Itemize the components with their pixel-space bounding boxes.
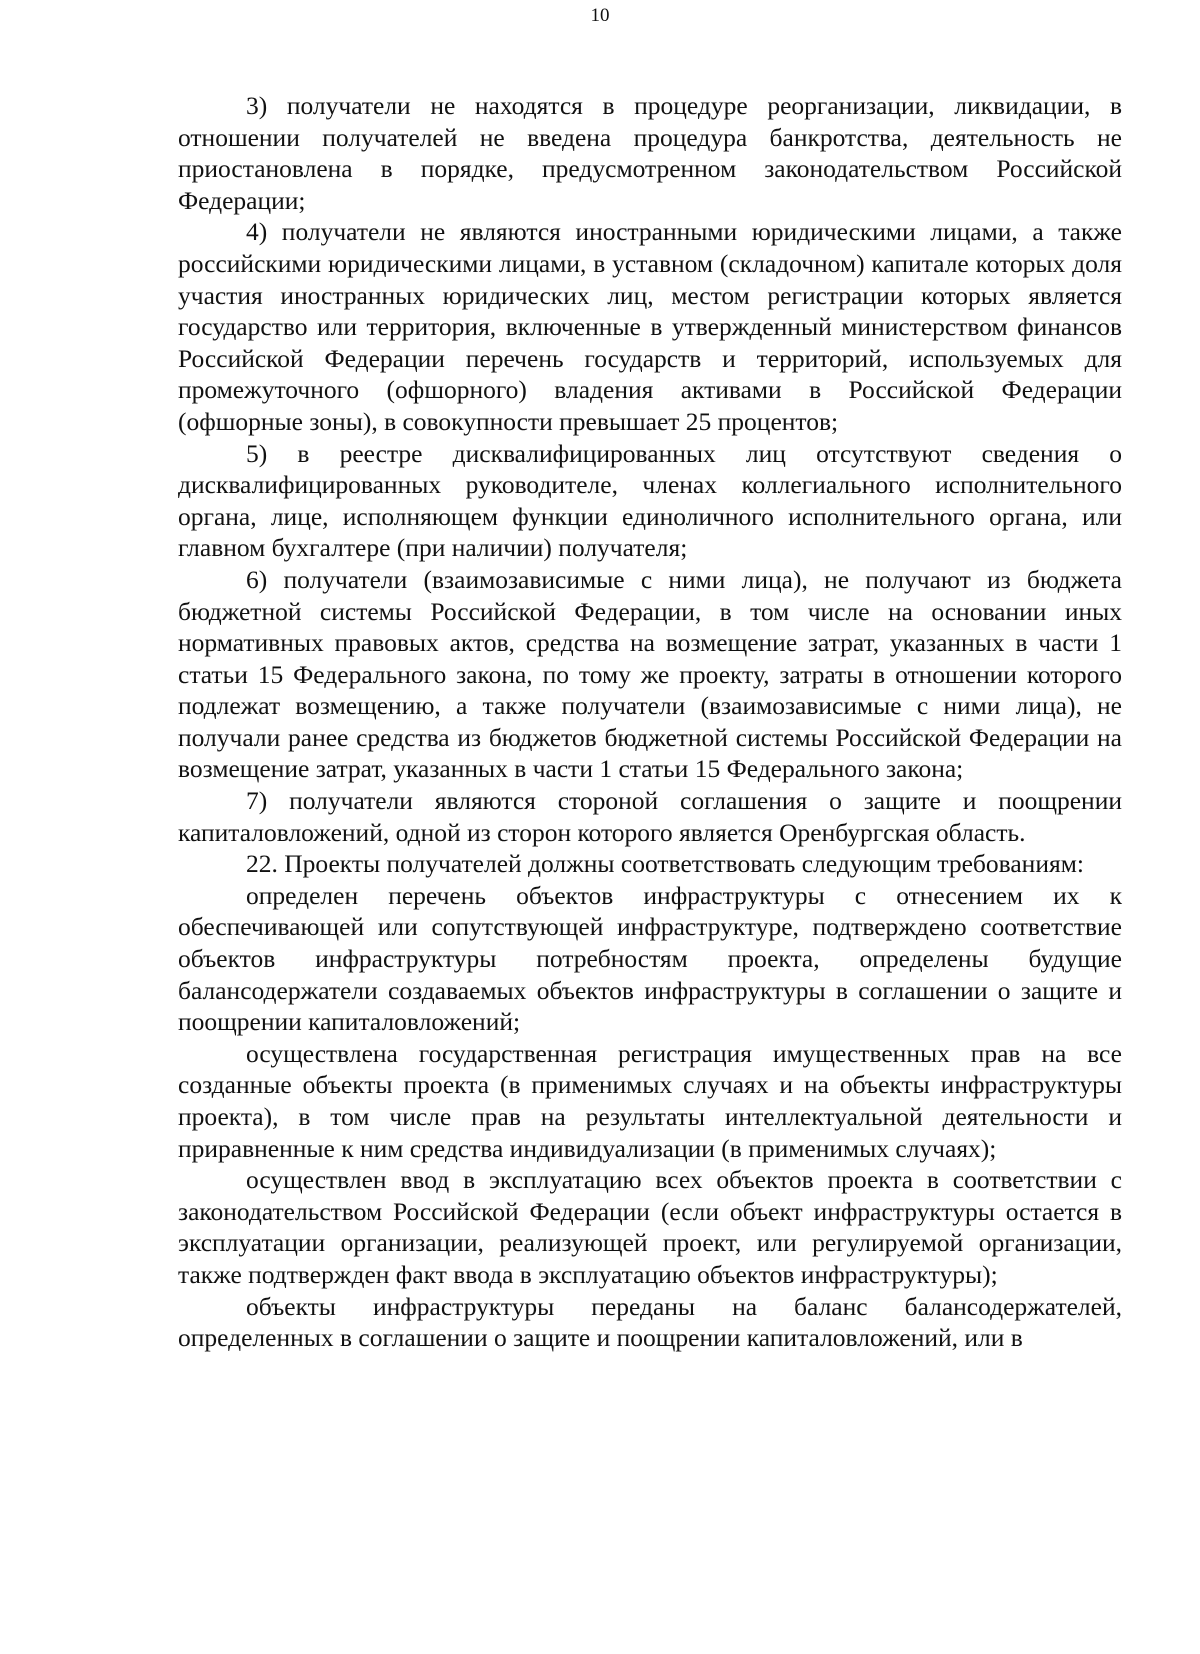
paragraph-requirement-balance-transfer: объекты инфраструктуры переданы на баланс балансодержателей, определенных в соглашении о защите и поощрении капиталовложений, или в xyxy=(178,1291,1122,1353)
paragraph-requirement-infrastructure-list: определен перечень объектов инфраструктуры с отнесением их к обеспечивающей или сопутствующей инфраструктуре, подтверждено соответствие объектов инфраструктуры потребностям проекта, определены будущие балансодержатели создаваемых объектов инфраструктуры в соглашении о защите и поощрении капиталовложений; xyxy=(178,880,1122,1037)
paragraph-requirement-commissioning: осуществлен ввод в эксплуатацию всех объектов проекта в соответствии с законодательством Российской Федерации (если объект инфраструктуры остается в эксплуатации организации, реализующей проект, или регулируемой организации, также подтвержден факт ввода в эксплуатацию объектов инфраструктуры); xyxy=(178,1165,1122,1289)
page-number: 10 xyxy=(590,5,610,26)
paragraph-requirement-registration: осуществлена государственная регистрация имущественных прав на все созданные объекты проекта (в применимых случаях и на объекты инфраструктуры проекта), в том числе прав на результаты интеллектуальной деятельности и приравненные к ним средства индивидуализации (в применимых случаях); xyxy=(178,1038,1122,1163)
paragraph-clause-22: 22. Проекты получателей должны соответствовать следующим требованиям: xyxy=(246,849,1084,879)
document-body xyxy=(178,90,1122,1354)
paragraph-item-5: 5) в реестре дисквалифицированных лиц отсутствуют сведения о дисквалифицированных руководителе, членах коллегиального исполнительного органа, лице, исполняющем функции единоличного исполнительного органа, или главном бухгалтере (при наличии) получателя; xyxy=(178,438,1122,563)
paragraph-item-7: 7) получатели являются стороной соглашения о защите и поощрении капиталовложений, одной из сторон которого является Оренбургская область. xyxy=(178,786,1122,847)
paragraph-item-6: 6) получатели (взаимозависимые с ними лица), не получают из бюджета бюджетной системы Российской Федерации, в том числе на основании иных нормативных правовых актов, средства на возмещение затрат, указанных в части 1 статьи 15 Федерального закона, по тому же проекту, затраты в отношении которого подлежат возмещению, а также получатели (взаимозависимые с ними лица), не получали ранее средства из бюджетов бюджетной системы Российской Федерации на возмещение затрат, указанных в части 1 статьи 15 Федерального закона; xyxy=(178,564,1122,784)
paragraph-item-4: 4) получатели не являются иностранными юридическими лицами, а также российскими юридическими лицами, в уставном (складочном) капитале которых доля участия иностранных юридических лиц, местом регистрации которых является государство или территория, включенные в утвержденный министерством финансов Российской Федерации перечень государств и территорий, используемых для промежуточного (офшорного) владения активами в Российской Федерации (офшорные зоны), в совокупности превышает 25 процентов; xyxy=(178,217,1122,436)
paragraph-item-3: 3) получатели не находятся в процедуре реорганизации, ликвидации, в отношении получателей не введена процедура банкротства, деятельность не приостановлена в порядке, предусмотренном законодательством Российской Федерации; xyxy=(178,91,1122,215)
